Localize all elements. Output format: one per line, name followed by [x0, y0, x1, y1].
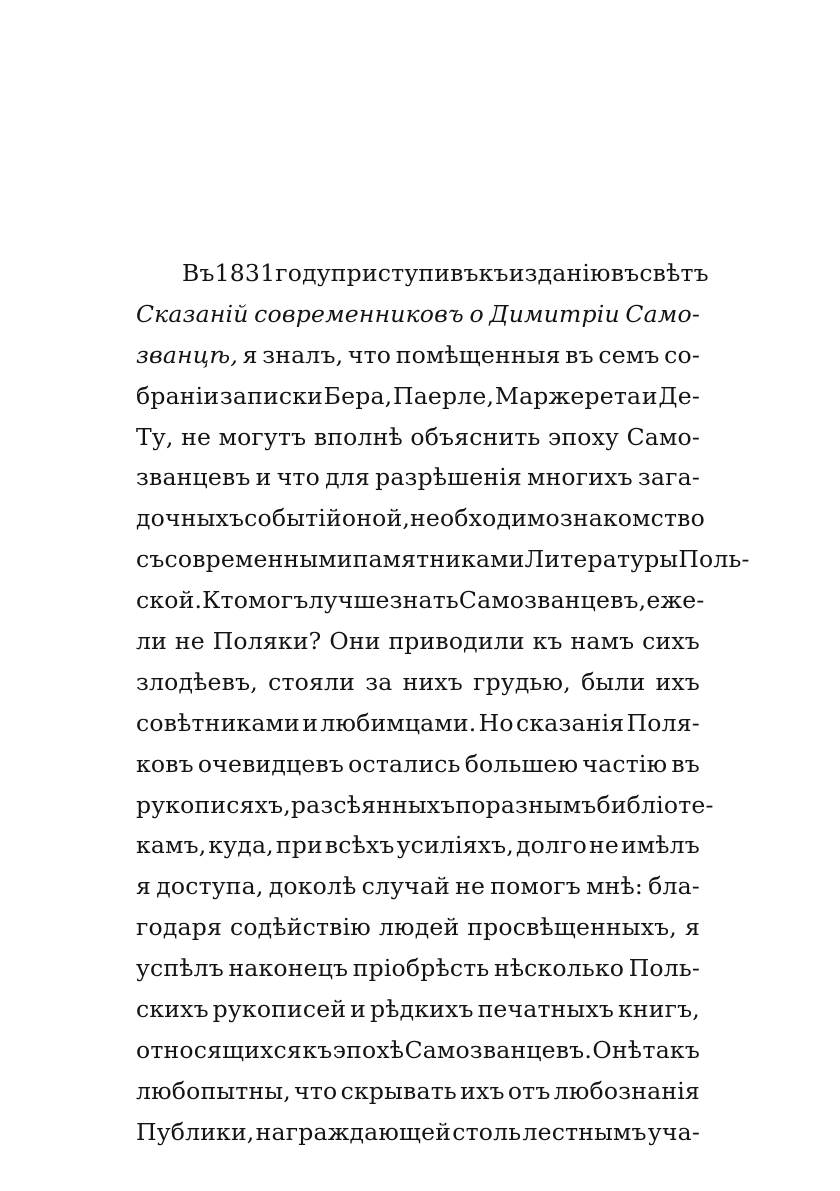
word: Онѣ — [592, 1035, 643, 1064]
word: для — [325, 463, 370, 492]
text-line — [136, 463, 700, 504]
word: при — [275, 831, 323, 860]
word: объяснить — [410, 422, 541, 451]
word: разрѣшенія — [375, 463, 522, 492]
word: Ту, — [136, 422, 174, 451]
text-line — [136, 423, 700, 464]
word: я — [242, 340, 258, 369]
word: въ — [610, 259, 640, 287]
word: необходимо — [409, 504, 560, 533]
word: 1831 — [214, 259, 276, 287]
word: ковъ — [136, 749, 194, 778]
word: просвѣщенныхъ, — [467, 913, 677, 942]
word: разсѣянныхъ — [290, 790, 456, 819]
word: столь — [452, 1117, 522, 1146]
word: доступа, — [156, 872, 264, 901]
word: дочныхъ — [136, 504, 245, 533]
text-line — [136, 1118, 700, 1159]
word: сихъ — [642, 627, 700, 656]
word: въ — [671, 749, 700, 778]
word: знакомство — [559, 504, 705, 533]
word: библіоте- — [596, 790, 714, 819]
word: о — [469, 299, 484, 328]
text-line — [136, 586, 705, 627]
word: Они — [329, 627, 381, 656]
word: я — [136, 872, 152, 901]
word: со- — [664, 340, 700, 369]
word: любопытны, — [136, 1076, 291, 1105]
word: всѣхъ — [324, 831, 395, 860]
word: были — [581, 667, 646, 696]
word: Самозванцевъ, — [458, 586, 647, 615]
word: ихъ — [655, 667, 700, 696]
word: Маржерета — [494, 381, 642, 410]
text-line — [136, 750, 700, 791]
word: награждающей — [255, 1117, 452, 1146]
word: къ — [302, 1035, 333, 1064]
word: нѣсколько — [493, 954, 625, 983]
text-line — [136, 627, 700, 668]
word: содѣйствію — [229, 913, 371, 942]
word: что — [347, 340, 392, 369]
word: современными — [164, 545, 353, 574]
text-line — [136, 831, 700, 872]
text-line — [136, 1036, 700, 1077]
word: современниковъ — [254, 299, 464, 328]
word: приступивъ — [330, 259, 479, 287]
word: намъ — [570, 627, 635, 656]
text-line — [136, 709, 700, 750]
word: камъ, — [136, 831, 207, 860]
word: рукописяхъ, — [136, 790, 291, 819]
word: сказанія — [516, 708, 625, 737]
text-line — [136, 545, 750, 586]
text-line — [136, 954, 700, 995]
word: скихъ — [136, 995, 209, 1024]
text-line — [136, 504, 705, 545]
word: ли — [136, 627, 167, 656]
word: скрывать — [340, 1076, 457, 1105]
word: эпоху — [548, 422, 620, 451]
word: съ — [136, 545, 165, 574]
word: Въ — [182, 259, 215, 287]
word: къ — [478, 259, 509, 287]
word: и — [255, 463, 272, 492]
text-line — [136, 668, 700, 709]
word: уча- — [647, 1117, 700, 1146]
word: усиліяхъ, — [396, 831, 514, 860]
word: лучше — [308, 586, 390, 615]
word: многихъ — [527, 463, 633, 492]
word: свѣтъ — [639, 259, 709, 287]
word: остались — [348, 749, 461, 778]
text-line — [136, 872, 700, 913]
word: что — [294, 1076, 338, 1105]
word: изданію — [508, 259, 611, 287]
text-line — [136, 913, 700, 954]
word: зага- — [637, 463, 700, 492]
word: помѣщенныя — [395, 340, 561, 369]
word: стояли — [268, 667, 356, 696]
word: и — [302, 708, 319, 737]
word: еже- — [646, 586, 705, 615]
word: бла- — [648, 872, 700, 901]
word: грудью, — [473, 667, 571, 696]
word: не — [455, 872, 486, 901]
word: къ — [532, 627, 563, 656]
text-line — [136, 300, 700, 341]
word: людей — [378, 913, 460, 942]
word: случай — [361, 872, 450, 901]
word: Публики, — [136, 1117, 255, 1146]
word: мнѣ: — [586, 872, 643, 901]
word: разнымъ — [485, 790, 597, 819]
word: Но — [478, 708, 514, 737]
text-line — [136, 790, 714, 832]
text-line — [136, 995, 700, 1036]
word: семъ — [598, 340, 660, 369]
word: отъ — [507, 1076, 551, 1105]
text-line — [136, 1077, 700, 1118]
word: годаря — [136, 913, 223, 942]
word: браніи — [136, 381, 220, 410]
word: могутъ — [218, 422, 307, 451]
word: оной, — [341, 504, 410, 533]
text-line — [136, 341, 700, 382]
word: частію — [582, 749, 668, 778]
text-line — [136, 259, 709, 300]
word: пріобрѣсть — [352, 954, 490, 983]
word: относящихся — [136, 1035, 302, 1064]
word: доколѣ — [268, 872, 357, 901]
word: могъ — [248, 586, 309, 615]
word: что — [276, 463, 320, 492]
word: не — [181, 422, 212, 451]
body-paragraph — [136, 259, 750, 1159]
word: нихъ — [402, 667, 463, 696]
word: званцевъ — [136, 463, 251, 492]
word: памятниками — [352, 545, 525, 574]
word: и — [350, 995, 367, 1024]
word: Бера, — [323, 381, 393, 410]
word: ихъ — [460, 1076, 505, 1105]
word: по — [455, 790, 486, 819]
word: наконецъ — [228, 954, 349, 983]
word: вполнѣ — [313, 422, 403, 451]
word: Поля- — [626, 708, 700, 737]
word: знать — [389, 586, 459, 615]
word: въ — [565, 340, 594, 369]
word: рѣдкихъ — [369, 995, 474, 1024]
word: куда, — [208, 831, 274, 860]
word: Само- — [626, 422, 700, 451]
word: любимцами. — [320, 708, 477, 737]
word: рукописей — [212, 995, 347, 1024]
word: записки — [219, 381, 323, 410]
word: Поль- — [628, 954, 700, 983]
word: Самозванцевъ. — [404, 1035, 592, 1064]
word: эпохѣ — [332, 1035, 405, 1064]
word: Поль- — [678, 545, 750, 574]
text-line — [136, 382, 700, 423]
word: очевидцевъ — [197, 749, 345, 778]
word: приводили — [388, 627, 525, 656]
word: помогъ — [490, 872, 581, 901]
word: долго — [515, 831, 587, 860]
word: имѣлъ — [620, 831, 700, 860]
word: злодѣевъ, — [136, 667, 258, 696]
word: году — [275, 259, 331, 287]
word: печатныхъ — [477, 995, 615, 1024]
word: событій — [244, 504, 342, 533]
word: лестнымъ — [522, 1117, 647, 1146]
word: не — [588, 831, 619, 860]
word: Де- — [658, 381, 700, 410]
word: Поляки? — [212, 627, 322, 656]
word: Димитріи — [489, 299, 620, 328]
word: книгъ, — [618, 995, 700, 1024]
word: Само- — [625, 299, 700, 328]
word: и — [641, 381, 658, 410]
word: совѣтниками — [136, 708, 300, 737]
word: не — [174, 627, 205, 656]
word: успѣлъ — [136, 954, 224, 983]
word: за — [365, 667, 393, 696]
word: Паерле, — [393, 381, 495, 410]
word: зналъ, — [262, 340, 344, 369]
word: ской. — [136, 586, 203, 615]
word: Сказаній — [136, 299, 249, 328]
word: званцѣ, — [136, 340, 238, 369]
word: любознанія — [553, 1076, 700, 1105]
word: Литературы — [524, 545, 679, 574]
word: я — [684, 913, 700, 942]
word: Кто — [202, 586, 249, 615]
word: большею — [464, 749, 579, 778]
word: такъ — [642, 1035, 700, 1064]
